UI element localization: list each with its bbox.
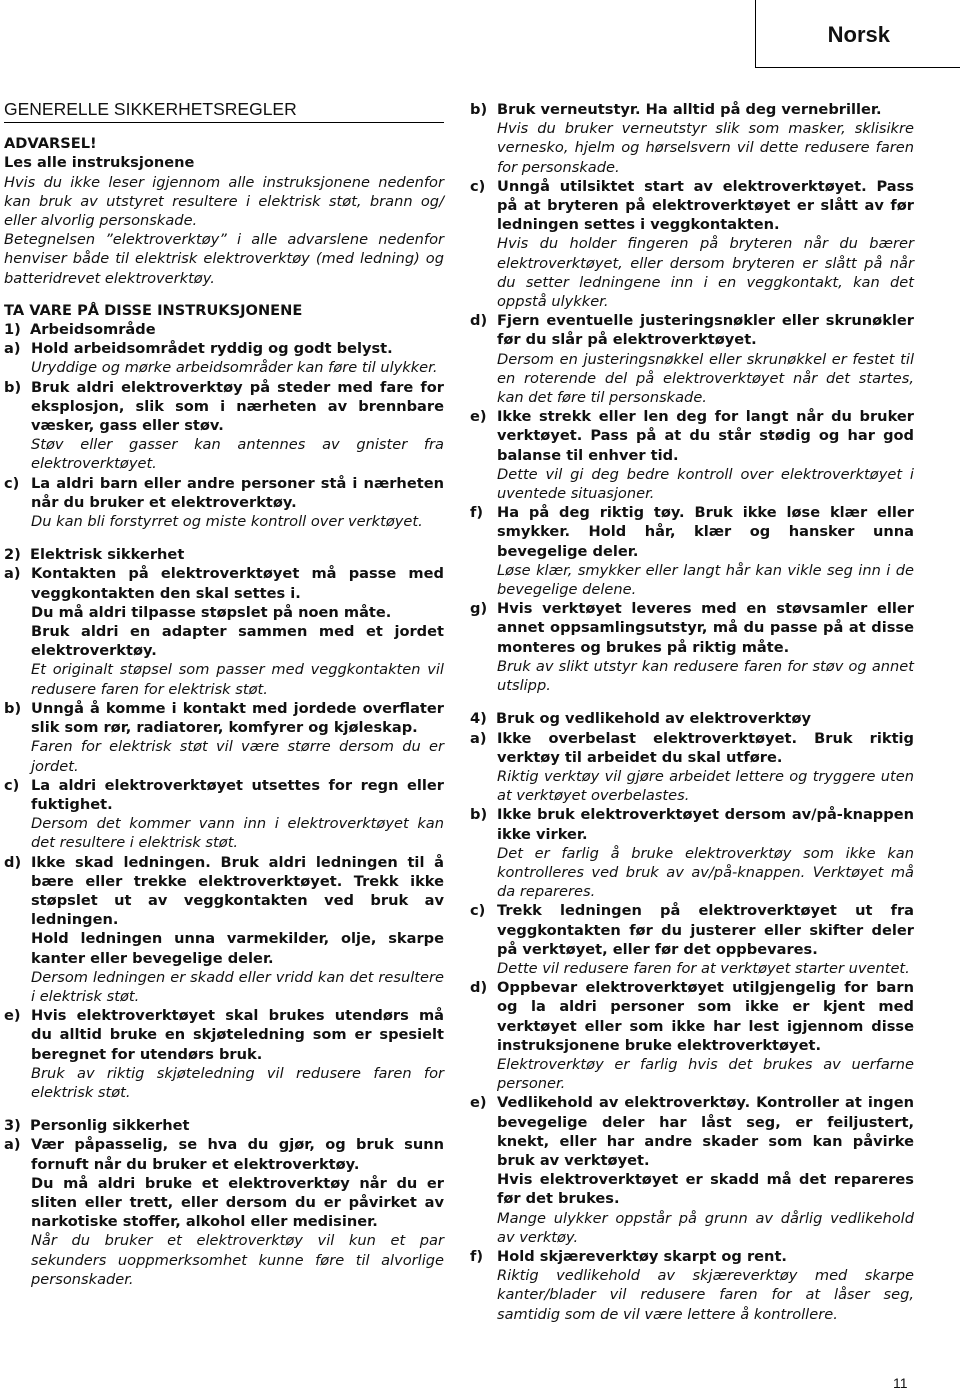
list-item: d) Fjern eventuelle justeringsnøkler eller skrunøkler før du slår på elektroverktøyet. Dersom en justeringsnøkkel eller skrunøkkel er festet til en roterende del på elektroverktøyet når det startes, kan det føre til personskade. xyxy=(470,312,914,407)
list-item: c) Trekk ledningen på elektroverktøyet ut fra veggkontakten før du justerer eller skifter deler på verktøyet, eller før det oppbevares. Dette vil redusere faren for at verktøyet starter uventet. xyxy=(470,902,914,977)
list-item: b) Bruk aldri elektroverktøy på steder med fare for eksplosjon, slik som i nærheten av brennbare væsker, gass eller støv. Støv eller gasser kan antennes av gnister fra elektroverktøyet. xyxy=(4,378,444,473)
list-item: e) Vedlikehold av elektroverktøy. Kontroller at ingen bevegelige deler har låst seg, er feiljustert, knekt, eller har andre skader som kan påvirke bruk av verktøyet. Hvis elektroverktøyet er skadd må det repareres før det brukes. Mange ulykker oppstår på grunn av dårlig vedlikehold av verktøy. xyxy=(470,1094,914,1246)
section-title: Personlig sikkerhet xyxy=(30,1117,190,1135)
page-number: 11 xyxy=(893,1375,908,1391)
section-number: 4) xyxy=(470,710,487,728)
list-item: e) Hvis elektroverktøyet skal brukes utendørs må du alltid bruke en skjøteledning som er spesielt beregnet for utendørs bruk. Bruk av riktig skjøteledning vil redusere faren for elektrisk støt. xyxy=(4,1007,444,1101)
read-all-heading: Les alle instruksjonene xyxy=(4,154,195,172)
section-title: Arbeidsområde xyxy=(30,321,156,339)
list-item: a) Vær påpasselig, se hva du gjør, og bruk sunn fornuft når du bruker et elektroverktøy. Du må aldri bruke et elektroverktøy når du er sliten eller trett, eller dersom du er påvirket av narkotiske stoffer, alkohol eller medisiner. Når du bruker et elektroverktøy vil kun et par sekunders uoppmerksomhet kunne føre til alvorlige personskader. xyxy=(4,1136,444,1288)
section-number: 2) xyxy=(4,546,21,564)
list-item: a) Hold arbeidsområdet ryddig og godt belyst. Uryddige og mørke arbeidsområder kan føre til ulykker. xyxy=(4,340,438,377)
intro-paragraph-1: Hvis du ikke leser igjennom alle instruksjonene nedenfor kan bruk av utstyret resultere i elektrisk støt, brann og/ eller alvorlig personskade. xyxy=(4,173,444,230)
list-item: c) La aldri barn eller andre personer stå i nærheten når du bruker et elektroverktøy. Du kan bli forstyrret og miste kontroll over verktøyet. xyxy=(4,474,444,531)
section-work-area xyxy=(4,320,444,531)
right-column xyxy=(470,100,914,1324)
section-title: Bruk og vedlikehold av elektroverktøy xyxy=(496,710,812,728)
section-use-and-maintenance xyxy=(470,709,914,1324)
list-item: c) La aldri elektroverktøyet utsettes for regn eller fuktighet. Dersom det kommer vann inn i elektroverktøyet kan det resultere i elektrisk støt. xyxy=(4,776,444,852)
section-number: 3) xyxy=(4,1117,21,1135)
warning-heading: ADVARSEL! xyxy=(4,135,97,153)
list-item: b) Bruk verneutstyr. Ha alltid på deg vernebriller. Hvis du bruker verneutstyr slik som masker, sklisikre vernesko, hjelm og hørselsvern vil dette redusere faren for personskade. xyxy=(470,101,914,176)
section-electrical-safety xyxy=(4,545,444,1102)
keep-instructions-heading: TA VARE PÅ DISSE INSTRUKSJONENE xyxy=(4,301,303,319)
list-item: f) Hold skjæreverktøy skarpt og rent. Riktig vedlikehold av skjæreverktøy med skarpe kanter/blader vil redusere faren for at låser seg, samtidig som de vil være lettere å kontrollere. xyxy=(470,1247,914,1323)
list-item: d) Ikke skad ledningen. Bruk aldri ledningen til å bære eller trekke elektroverktøyet. Trekk ikke støpslet ut av veggkontakten ved bruk av ledningen. Hold ledningen unna varmekilder, olje, skarpe kanter eller bevegelige deler. Dersom ledningen er skadd eller vridd kan det resultere i elektrisk støt. xyxy=(4,853,444,1005)
list-item: b) Unngå å komme i kontakt med jordede overflater slik som rør, radiatorer, komfyrer og kjøleskap. Faren for elektrisk støt vil være større dersom du er jordet. xyxy=(4,699,444,775)
list-item: d) Oppbevar elektroverktøyet utilgjengelig for barn og la aldri personer som ikke er kjent med verktøyet eller som ikke har lest igjennom disse instruksjonene bruke elektroverktøyet. Elektroverktøy er farlig hvis det brukes av uerfarne personer. xyxy=(470,979,914,1093)
section-title: Elektrisk sikkerhet xyxy=(30,546,185,564)
list-item: b) Ikke bruk elektroverktøyet dersom av/på-knappen ikke virker. Det er farlig å bruke elektroverktøy som ikke kan kontrolleres ved bruk av av/på-knappen. Verktøyet må da repareres. xyxy=(470,806,914,901)
language-label: Norsk xyxy=(827,22,890,47)
language-tab xyxy=(755,0,960,68)
intro-paragraph-2: Betegnelsen ”elektroverktøy” i alle advarslene nedenfor henviser både til elektrisk elektroverktøy (med ledning) og batteridrevet elektroverktøy. xyxy=(4,231,444,287)
page-title: GENERELLE SIKKERHETSREGLER xyxy=(4,100,444,123)
list-item: c) Unngå utilsiktet start av elektroverktøyet. Pass på at bryteren på elektroverktøyet er slått av før ledningen settes i veggkontakten. Hvis du holder fingeren på bryteren når du bærer elektroverktøyet, eller dersom bryteren er slått på når du setter ledningene inn i en veggkontakt, kan det oppstå ulykker. xyxy=(470,177,914,311)
list-item: e) Ikke strekk eller len deg for langt når du bruker verktøyet. Pass på at du står stødig og har god balanse til enhver tid. Dette vil gi deg bedre kontroll over elektroverktøyet i uventede situasjoner. xyxy=(470,408,914,503)
section-number: 1) xyxy=(4,321,21,339)
list-item: a) Ikke overbelast elektroverktøyet. Bruk riktig verktøy til arbeidet du skal utføre. Riktig verktøy vil gjøre arbeidet lettere og tryggere uten at verktøyet overbelastes. xyxy=(470,729,914,805)
section-personal-safety xyxy=(4,1116,444,1289)
list-item: f) Ha på deg riktig tøy. Bruk ikke løse klær eller smykker. Hold hår, klær og hansker unna bevegelige deler. Løse klær, smykker eller langt hår kan vikle seg inn i de bevegelige delene. xyxy=(470,504,914,599)
list-item: g) Hvis verktøyet leveres med en støvsamler eller annet oppsamlingsutstyr, må du passe på at disse monteres og brukes på riktig måte. Bruk av slikt utstyr kan redusere faren for støv og annet utslipp. xyxy=(470,600,914,695)
list-item: a) Kontakten på elektroverktøyet må passe med veggkontakten den skal settes i. Du må aldri tilpasse støpslet på noen måte. Bruk aldri en adapter sammen med et jordet elektroverktøy. Et originalt støpsel som passer med veggkontakten vil redusere faren for elektrisk støt. xyxy=(4,565,444,698)
left-column xyxy=(4,100,444,1289)
